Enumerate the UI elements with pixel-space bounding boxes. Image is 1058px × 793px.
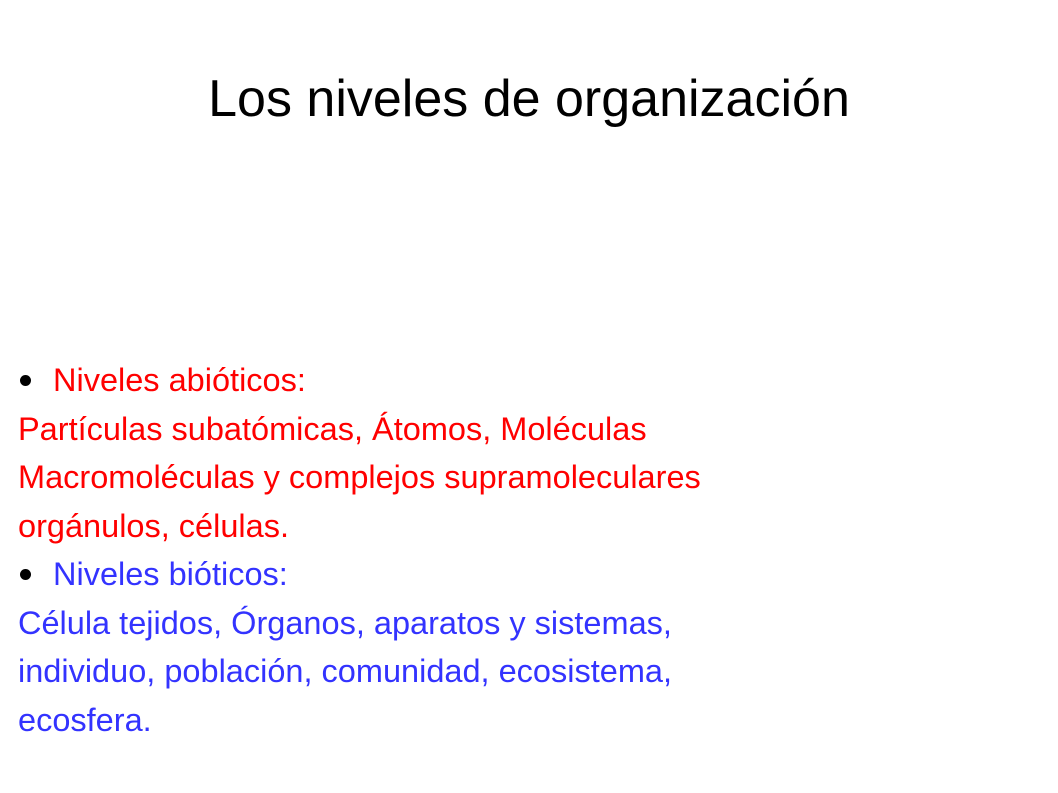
slide-title: Los niveles de organización	[208, 70, 850, 128]
biotic-line: Célula tejidos, Órganos, aparatos y sistemas,	[18, 604, 672, 641]
biotic-line: ecosfera.	[18, 701, 152, 738]
slide-content	[18, 356, 1048, 744]
biotic-line: individuo, población, comunidad, ecosistema,	[18, 653, 672, 689]
biotic-heading-item	[18, 550, 1048, 599]
abiotic-heading-item	[18, 356, 1048, 405]
abiotic-line: Partículas subatómicas, Átomos, Moléculas	[18, 410, 647, 447]
abiotic-line: orgánulos, células.	[18, 507, 289, 544]
abiotic-levels-text	[18, 405, 1048, 551]
biotic-heading: Niveles bióticos:	[53, 556, 288, 592]
biotic-levels-text	[18, 599, 1048, 745]
abiotic-heading: Niveles abióticos:	[53, 362, 306, 398]
bullet-dot-icon	[20, 375, 31, 386]
abiotic-line: Macromoléculas y complejos supramoleculares	[18, 459, 701, 495]
bullet-dot-icon	[20, 569, 31, 580]
